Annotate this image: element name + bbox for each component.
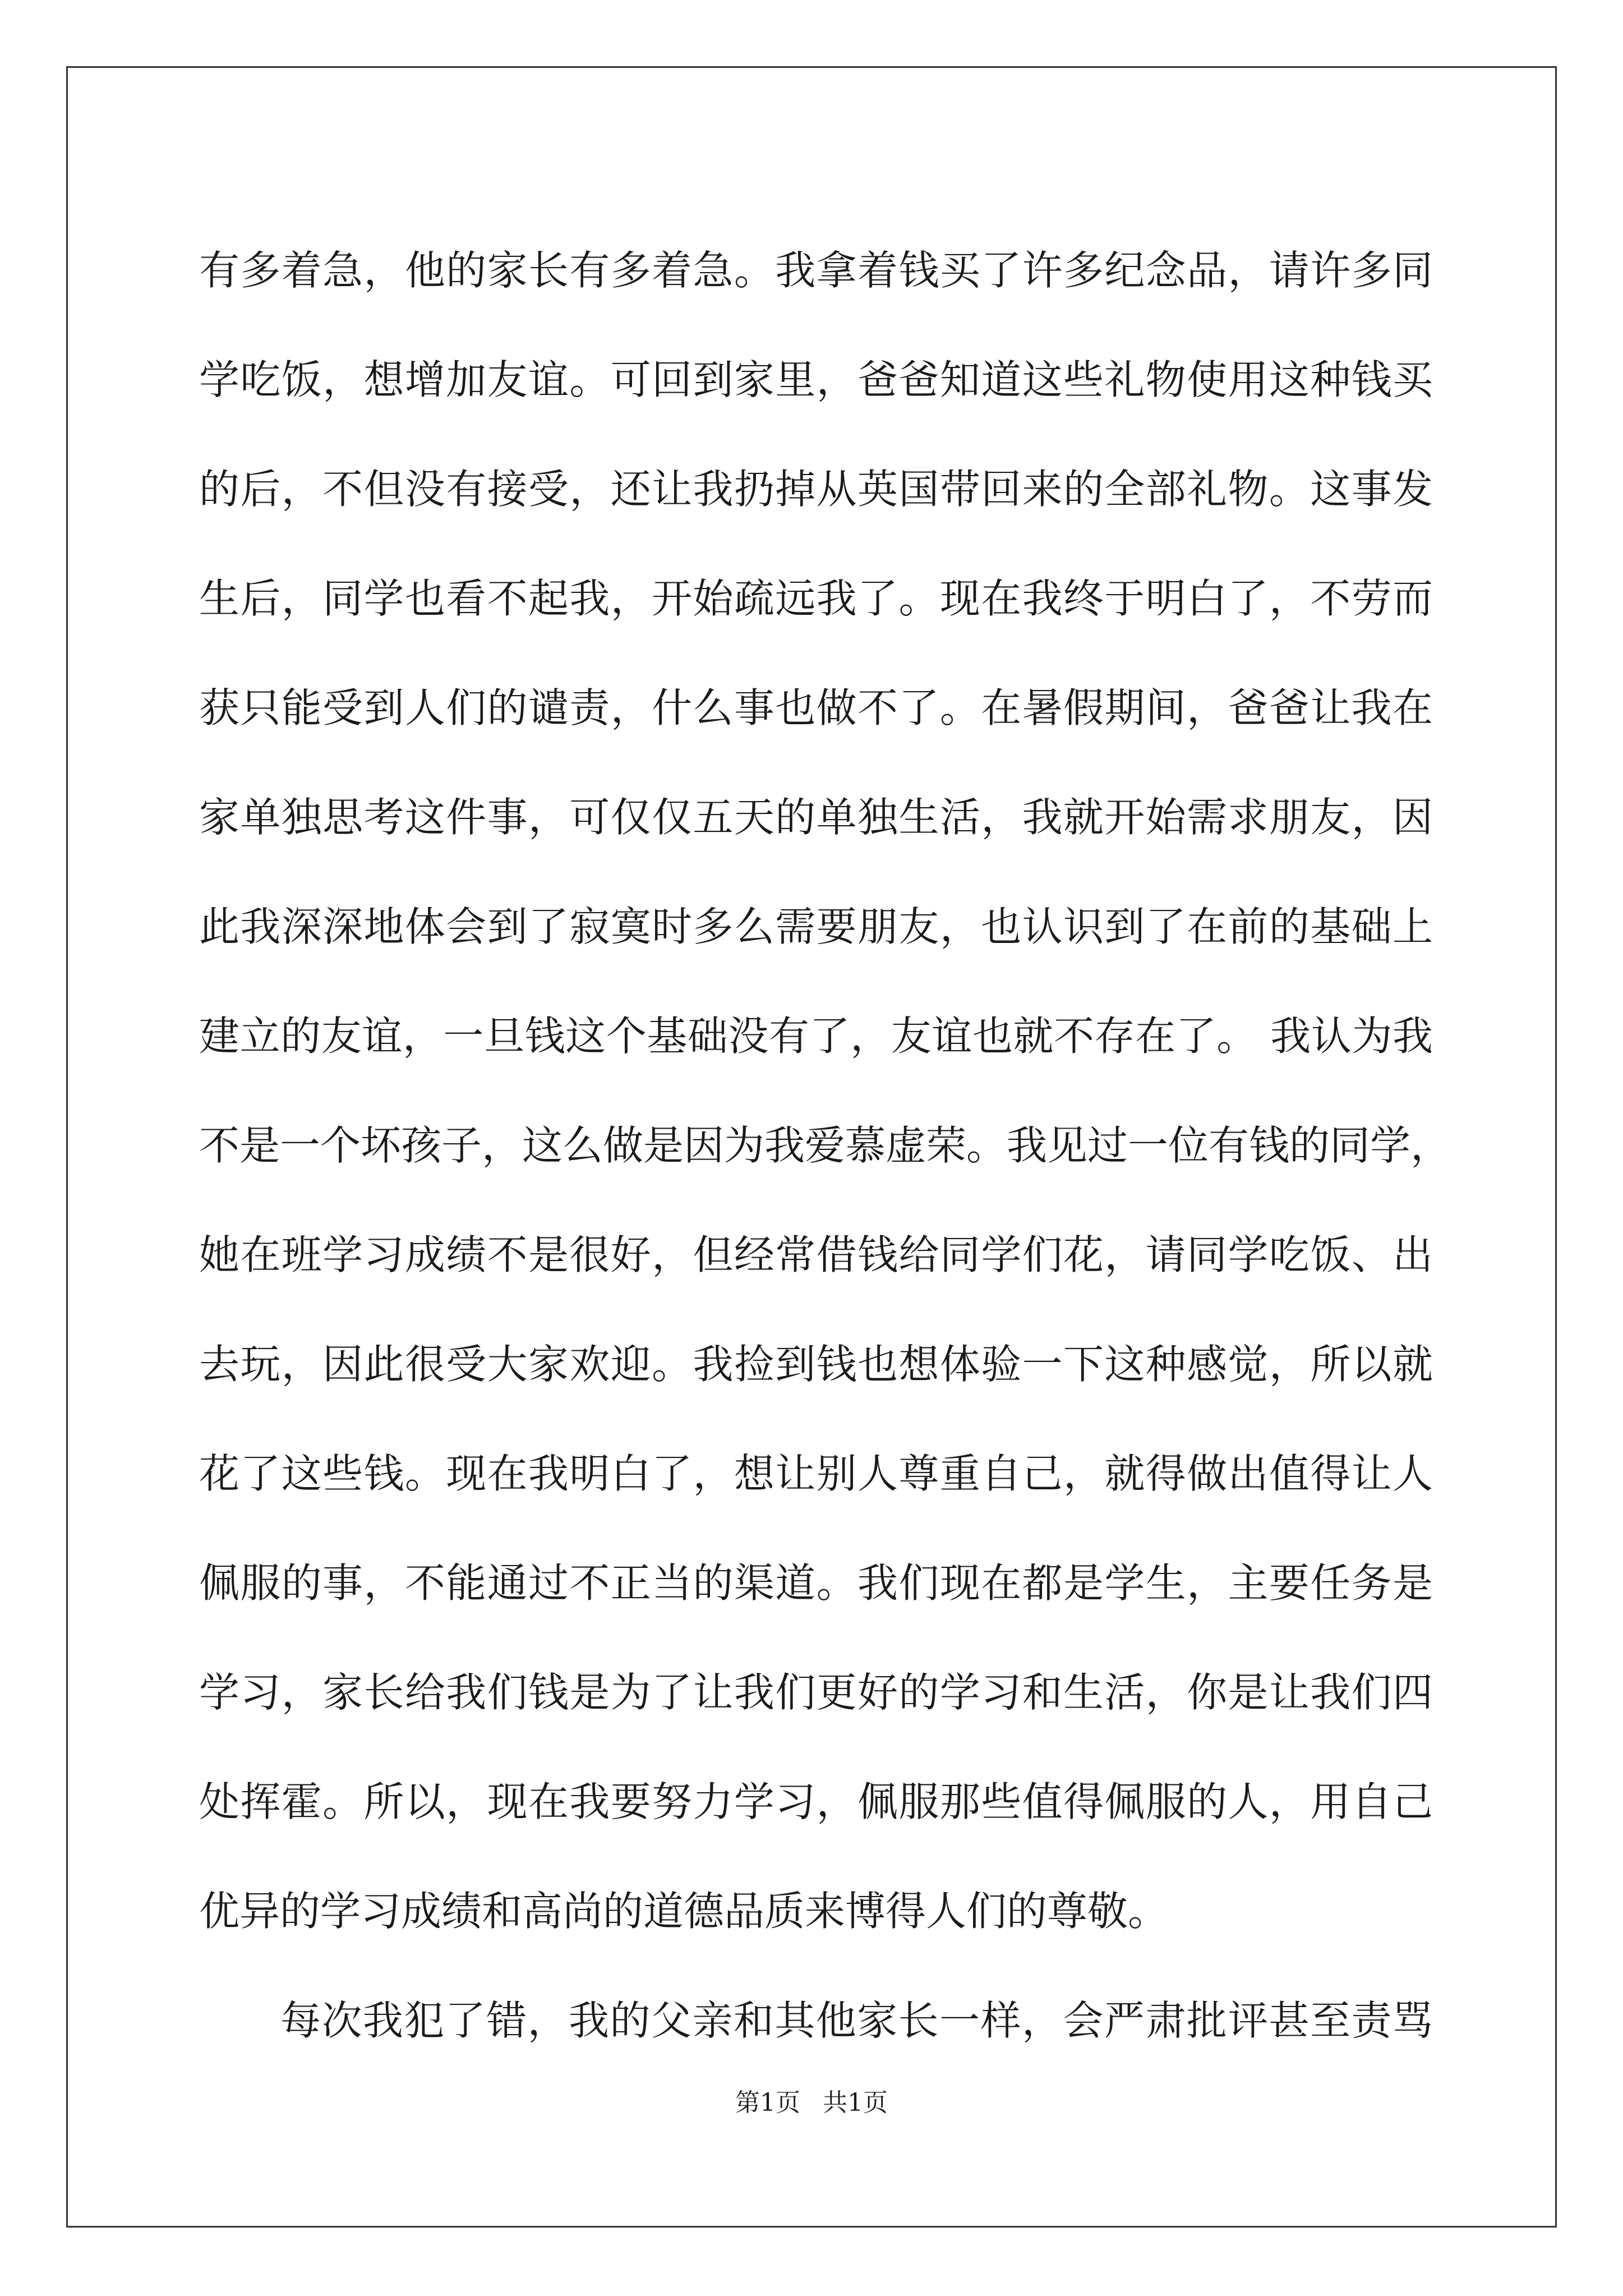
text-line: 此我深深地体会到了寂寞时多么需要朋友，也认识到了在前的基础上 [199, 903, 1433, 950]
page-footer [0, 2082, 1623, 2118]
text-line: 处挥霍。所以，现在我要努力学习，佩服那些值得佩服的人，用自己 [199, 1778, 1433, 1825]
text-line: 家单独思考这件事，可仅仅五天的单独生活，我就开始需求朋友，因 [199, 794, 1433, 841]
text-line: 生后，同学也看不起我，开始疏远我了。现在我终于明白了，不劳而 [199, 575, 1433, 622]
text-line: 优异的学习成绩和高尚的道德品质来博得人们的尊敬。 [199, 1888, 1169, 1935]
text-line: 获只能受到人们的谴责，什么事也做不了。在暑假期间，爸爸让我在 [199, 684, 1433, 731]
text-line: 花了这些钱。现在我明白了，想让别人尊重自己，就得做出值得让人 [199, 1450, 1433, 1497]
text-line: 她在班学习成绩不是很好，但经常借钱给同学们花，请同学吃饭、出 [199, 1231, 1433, 1278]
text-line: 学习，家长给我们钱是为了让我们更好的学习和生活，你是让我们四 [199, 1669, 1433, 1716]
text-line: 不是一个坏孩子，这么做是因为我爱慕虚荣。我见过一位有钱的同学， [199, 1122, 1451, 1169]
body-text [199, 216, 1451, 2076]
text-line: 每次我犯了错，我的父亲和其他家长一样，会严肃批评甚至责骂 [280, 1997, 1433, 2044]
text-line: 的后，不但没有接受，还让我扔掉从英国带回来的全部礼物。这事发 [199, 466, 1433, 513]
text-line: 佩服的事，不能通过不正当的渠道。我们现在都是学生，主要任务是 [199, 1559, 1433, 1607]
text-line: 建立的友谊，一旦钱这个基础没有了，友谊也就不存在了。 我认为我 [199, 1013, 1433, 1060]
text-line: 去玩，因此很受大家欢迎。我捡到钱也想体验一下这种感觉，所以就 [199, 1341, 1433, 1388]
text-line: 有多着急，他的家长有多着急。我拿着钱买了许多纪念品，请许多同 [199, 247, 1433, 294]
text-line: 学吃饭，想增加友谊。可回到家里，爸爸知道这些礼物使用这种钱买 [199, 356, 1433, 403]
page-number: 第1页 [735, 2088, 800, 2117]
total-pages: 共1页 [823, 2088, 888, 2117]
